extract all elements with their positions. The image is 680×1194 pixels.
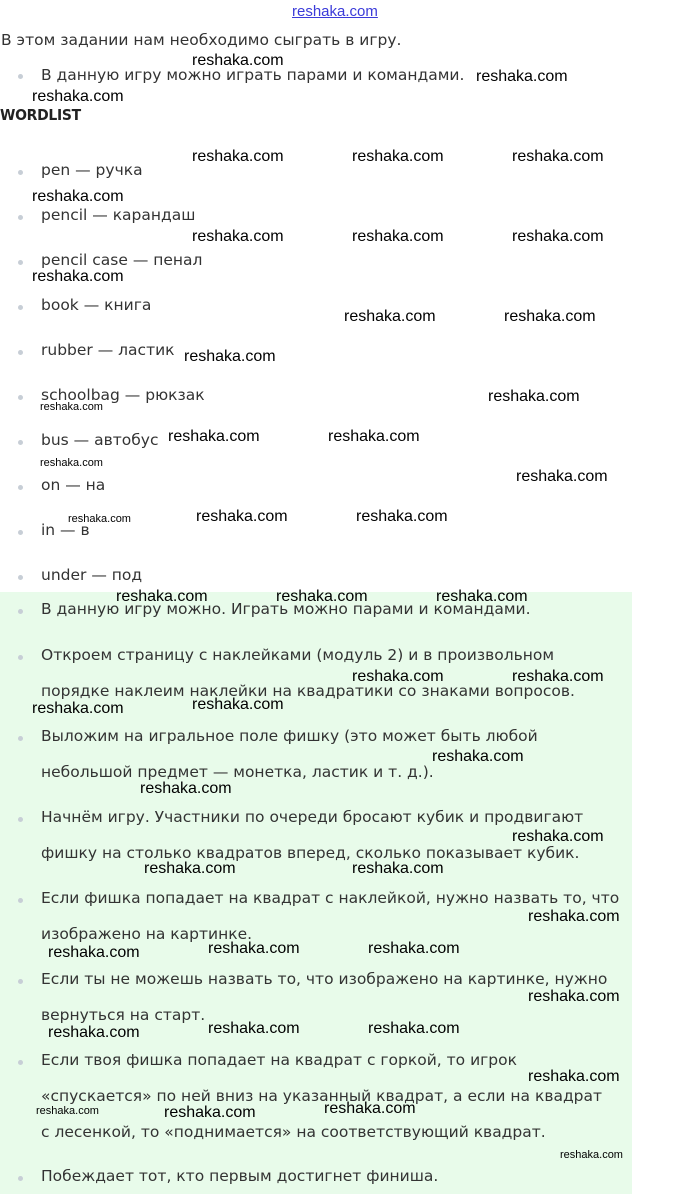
bullet [18,575,23,580]
instruction-line: Начнём игру. Участники по очереди бросают кубик и продвигают [41,808,584,826]
bullet [18,485,23,490]
watermark: reshaka.com [32,700,124,717]
wordlist-item: pencil — карандаш [41,206,196,224]
bullet [18,609,23,614]
instruction-line: порядке наклеим наклейки на квадратики со знаками вопросов. [41,682,575,700]
watermark: reshaka.com [560,1149,623,1161]
watermark: reshaka.com [32,268,124,285]
watermark: reshaka.com [40,401,103,413]
watermark: reshaka.com [68,513,131,525]
bullet [18,1060,23,1065]
watermark: reshaka.com [488,388,580,405]
watermark: reshaka.com [328,428,420,445]
instruction-line: Побеждает тот, кто первым достигнет финиша. [41,1167,439,1185]
instruction-line: фишку на столько квадратов вперед, сколько показывает кубик. [41,844,580,862]
watermark: reshaka.com [528,1068,620,1085]
watermark: reshaka.com [512,668,604,685]
watermark: reshaka.com [324,1100,416,1117]
bullet [18,530,23,535]
bullet [18,817,23,822]
bullet [18,440,23,445]
wordlist-item: under — под [41,566,143,584]
watermark: reshaka.com [164,1104,256,1121]
watermark: reshaka.com [140,780,232,797]
watermark: reshaka.com [476,68,568,85]
wordlist-item: book — книга [41,296,152,314]
wordlist-heading: WORDLIST [0,106,81,124]
watermark: reshaka.com [356,508,448,525]
wordlist-item: bus — автобус [41,431,159,449]
watermark: reshaka.com [352,148,444,165]
site-link[interactable]: reshaka.com [292,3,378,20]
watermark: reshaka.com [432,748,524,765]
bullet [18,170,23,175]
watermark: reshaka.com [40,457,103,469]
watermark: reshaka.com [368,1020,460,1037]
intro-bullet-text: В данную игру можно играть парами и командами. [41,66,465,84]
instruction-line: вернуться на старт. [41,1006,206,1024]
watermark: reshaka.com [184,348,276,365]
instruction-line: В данную игру можно. Играть можно парами и командами. [41,600,531,618]
wordlist-item: pencil case — пенал [41,251,203,269]
watermark: reshaka.com [512,828,604,845]
instruction-line: небольшой предмет — монетка, ластик и т. д.). [41,763,434,781]
watermark: reshaka.com [512,148,604,165]
watermark: reshaka.com [512,228,604,245]
instruction-line: Если фишка попадает на квадрат с наклейкой, нужно назвать то, что [41,889,620,907]
bullet [18,74,23,79]
watermark: reshaka.com [192,52,284,69]
bullet [18,655,23,660]
watermark: reshaka.com [208,940,300,957]
instruction-line: с лесенкой, то «поднимается» на соответствующий квадрат. [41,1123,546,1141]
watermark: reshaka.com [32,88,124,105]
watermark: reshaka.com [144,860,236,877]
wordlist-item: pen — ручка [41,161,143,179]
watermark: reshaka.com [208,1020,300,1037]
watermark: reshaka.com [516,468,608,485]
wordlist-item: rubber — ластик [41,341,175,359]
bullet [18,395,23,400]
watermark: reshaka.com [344,308,436,325]
bullet [18,898,23,903]
instruction-line: Если твоя фишка попадает на квадрат с горкой, то игрок [41,1051,517,1069]
watermark: reshaka.com [192,696,284,713]
bullet [18,215,23,220]
watermark: reshaka.com [528,988,620,1005]
watermark: reshaka.com [352,860,444,877]
watermark: reshaka.com [36,1105,99,1117]
watermark: reshaka.com [504,308,596,325]
bullet [18,350,23,355]
instruction-line: Откроем страницу с наклейками (модуль 2) и в произвольном [41,646,555,664]
instruction-line: «спускается» по ней вниз на указанный квадрат, а если на квадрат [41,1087,603,1105]
bullet [18,1176,23,1181]
intro-text: В этом задании нам необходимо сыграть в игру. [1,31,402,49]
watermark: reshaka.com [196,508,288,525]
bullet [18,736,23,741]
watermark: reshaka.com [528,908,620,925]
bullet [18,305,23,310]
bullet [18,260,23,265]
instruction-line: изображено на картинке. [41,925,253,943]
watermark: reshaka.com [276,588,368,605]
instruction-line: Если ты не можешь назвать то, что изображено на картинке, нужно [41,970,608,988]
instruction-line: Выложим на игральное поле фишку (это может быть любой [41,727,538,745]
watermark: reshaka.com [368,940,460,957]
watermark: reshaka.com [352,228,444,245]
watermark: reshaka.com [48,944,140,961]
wordlist-item: schoolbag — рюкзак [41,386,205,404]
watermark: reshaka.com [116,588,208,605]
bullet [18,979,23,984]
watermark: reshaka.com [192,228,284,245]
watermark: reshaka.com [168,428,260,445]
watermark: reshaka.com [32,188,124,205]
watermark: reshaka.com [48,1024,140,1041]
watermark: reshaka.com [192,148,284,165]
watermark: reshaka.com [352,668,444,685]
watermark: reshaka.com [436,588,528,605]
wordlist-item: in — в [41,521,90,539]
wordlist-item: on — на [41,476,106,494]
